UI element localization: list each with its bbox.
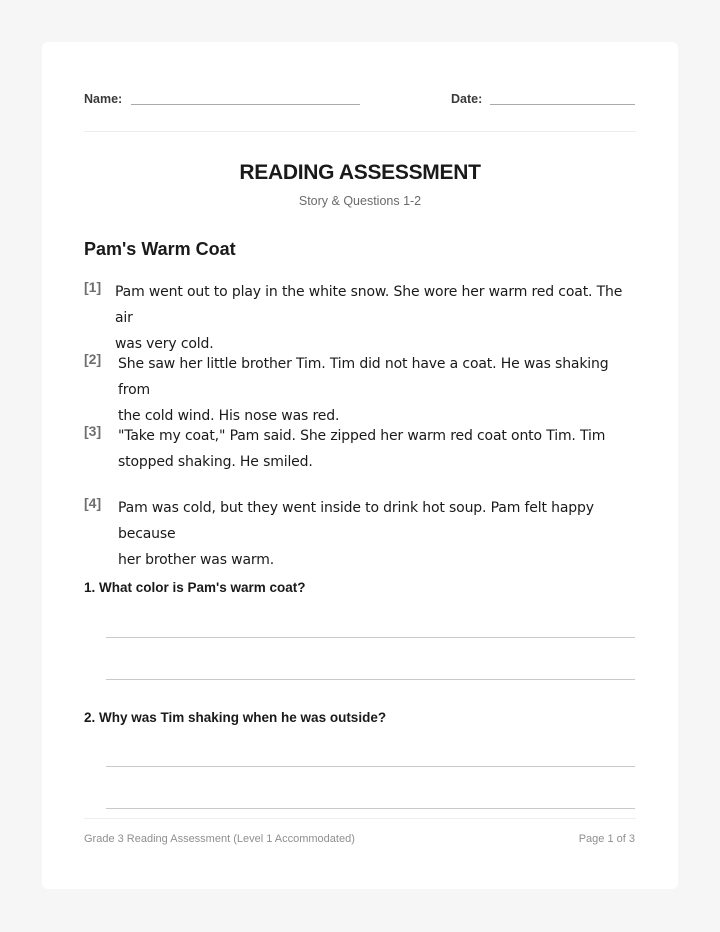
paragraph-text — [118, 351, 636, 429]
answer-line[interactable] — [106, 637, 635, 638]
paragraph-number: [3] — [84, 423, 102, 439]
date-label: Date: — [451, 92, 483, 106]
answer-line[interactable] — [106, 679, 635, 680]
footer-assessment-label: Grade 3 Reading Assessment (Level 1 Accommodated) — [84, 833, 355, 845]
footer-page-number: Page 1 of 3 — [578, 833, 635, 845]
story-title: Pam's Warm Coat — [84, 239, 236, 259]
paragraph-line: Pam went out to play in the white snow. She wore her warm red coat. The air — [115, 284, 623, 326]
question-2: 2. Why was Tim shaking when he was outside? — [84, 710, 387, 725]
name-label: Name: — [84, 92, 123, 106]
paragraph-line: stopped shaking. He smiled. — [118, 454, 313, 470]
name-field-line[interactable] — [131, 104, 360, 105]
story-paragraph — [84, 279, 636, 352]
footer-divider — [84, 818, 636, 819]
answer-line[interactable] — [106, 808, 635, 809]
question-1: 1. What color is Pam's warm coat? — [84, 580, 306, 595]
answer-line[interactable] — [106, 766, 635, 767]
paragraph-line: her brother was warm. — [118, 552, 275, 568]
page-title: READING ASSESSMENT — [239, 161, 481, 184]
paragraph-text — [115, 279, 636, 357]
story-paragraph — [84, 423, 636, 475]
paragraph-line: Pam was cold, but they went inside to drink hot soup. Pam felt happy because — [118, 500, 594, 542]
paragraph-text — [118, 423, 636, 475]
paragraph-number: [2] — [84, 351, 102, 367]
paragraph-line: "Take my coat," Pam said. She zipped her warm red coat onto Tim. Tim — [118, 428, 606, 444]
paragraph-number: [1] — [84, 279, 102, 295]
story-paragraph — [84, 351, 636, 424]
paragraph-line: the cold wind. His nose was red. — [118, 408, 340, 424]
header-divider — [84, 131, 636, 132]
paragraph-number: [4] — [84, 495, 102, 511]
story-paragraph — [84, 495, 636, 568]
paragraph-line: She saw her little brother Tim. Tim did not have a coat. He was shaking from — [118, 356, 609, 398]
page-subtitle: Story & Questions 1-2 — [298, 194, 422, 208]
paragraph-line: was very cold. — [115, 336, 214, 352]
date-field-line[interactable] — [490, 104, 635, 105]
paragraph-text — [118, 495, 636, 573]
